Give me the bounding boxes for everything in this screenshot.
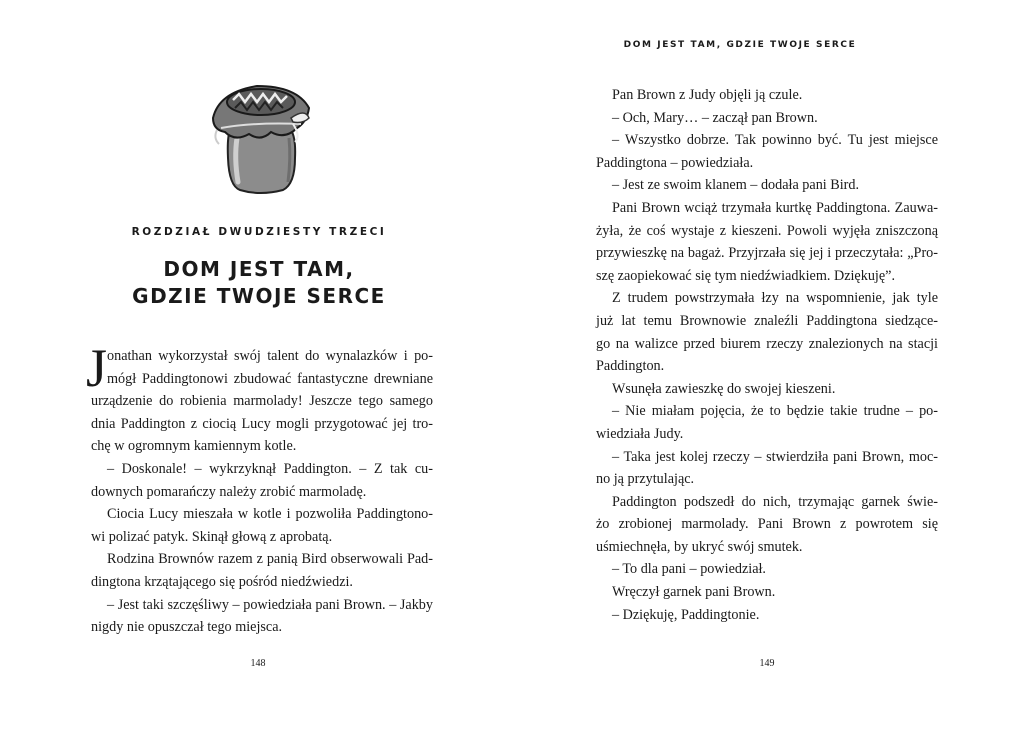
text-line: – To dla pani – powiedział. [612,561,766,578]
text-line: Paddingtona – powiedziała. [596,154,754,171]
text-line: Pan Brown z Judy objęli ją czule. [612,87,803,103]
jam-jar-icon [205,78,315,196]
chapter-title-line: DOM JEST TAM, [163,257,355,281]
text-line: – Jest ze swoim klanem – dodała pani Bird. [612,177,860,194]
text-line: downych pomarańczy należy zrobić marmoladę. [91,483,367,500]
chapter-title [86,256,432,310]
text-line: mógł Paddingtonowi zbudować fantastyczne drewniane [107,370,433,387]
text-line: – Och, Mary… – zaczął pan Brown. [612,109,818,126]
chapter-label: ROZDZIAŁ DWUDZIESTY TRZECI [131,226,387,238]
text-line: Paddington podszedł do nich, trzymając garnek świe- [612,493,938,510]
text-line: chę w ogromnym kamiennym kotle. [91,438,297,455]
page-number: 149 [759,658,775,669]
text-line: dnia Paddington z ciocią Lucy mogli przygotować jej tro- [91,415,433,432]
text-line: szę zaopiekować się tym niedźwiadkiem. Dziękuję”. [596,267,895,284]
text-line: uśmiechnęła, by ukryć swój smutek. [596,538,803,555]
left-body-text [91,345,433,639]
page-number: 148 [250,658,266,669]
text-line: dingtona krzątającego się pośród niedźwiedzi. [91,573,353,590]
text-line: go na walizce przed biurem rzeczy znalezionych na stacji [596,335,938,352]
text-line: Z trudem powstrzymała łzy na wspomnienie, jak tyle [612,290,938,307]
running-head: DOM JEST TAM, GDZIE TWOJE SERCE [623,40,857,50]
text-line: – Doskonale! – wykrzyknął Paddington. – Z tak cu- [107,460,433,477]
text-line: żyła, że coś wystaje z kieszeni. Powoli wyjęła zniszczoną [596,222,938,239]
text-line: – Nie miałam pojęcia, że to będzie takie trudne – po- [612,403,938,420]
text-line: no ją przytulając. [596,471,695,488]
chapter-title-line: GDZIE TWOJE SERCE [132,284,386,308]
text-line: urządzenie do robienia marmolady! Jeszcze tego samego [91,393,433,410]
text-line: przywieszkę na bagaż. Przyjrzała się jej i przeczytała: „Pro- [596,245,938,262]
right-body-text [596,84,938,626]
text-line: wi polizać patyk. Skinął głową z aprobatą. [91,528,333,545]
drop-cap: J [86,338,108,398]
text-line: Ciocia Lucy mieszała w kotle i pozwoliła Paddingtono- [107,506,433,523]
text-line: Wręczył garnek pani Brown. [612,584,776,601]
text-line: wiedziała Judy. [596,425,684,442]
text-line: – Jest taki szczęśliwy – powiedziała pani Brown. – Jakby [107,596,433,613]
text-line: – Dziękuję, Paddingtonie. [612,606,760,623]
text-line: Paddington. [596,358,665,375]
text-line: żo zrobionej marmolady. Pani Brown z powrotem się [596,516,938,533]
text-line: Rodzina Brownów razem z panią Bird obserwowali Pad- [107,551,433,568]
text-line: Wsunęła zawieszkę do swojej kieszeni. [612,380,836,397]
text-line: – Wszystko dobrze. Tak powinno być. Tu jest miejsce [612,132,938,149]
text-line: nigdy nie opuszczał tego miejsca. [91,619,283,636]
text-line: – Taka jest kolej rzeczy – stwierdziła pani Brown, moc- [612,448,938,465]
text-line: Pani Brown wciąż trzymała kurtkę Paddingtona. Zauwa- [612,199,938,216]
text-line: onathan wykorzystał swój talent do wynalazków i po- [107,348,433,364]
text-line: już lat temu Brownowie znaleźli Paddingtona siedzące- [596,312,938,329]
